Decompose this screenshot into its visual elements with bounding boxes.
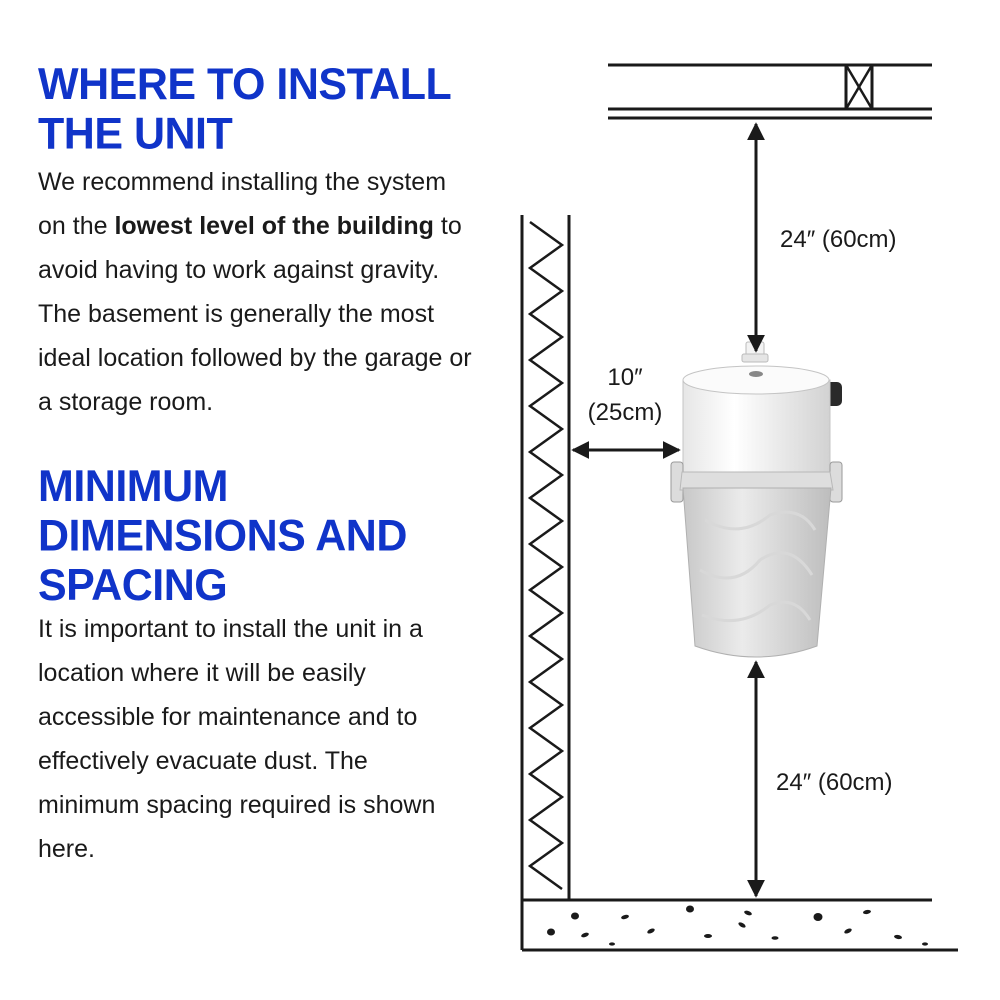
bottom-clearance-label: 24″ (60cm)	[776, 769, 893, 796]
top-clearance-label: 24″ (60cm)	[780, 226, 897, 253]
emphasis-text: lowest level of the building	[114, 212, 434, 240]
ceiling-joist	[846, 65, 872, 109]
side-clearance-cm-label: (25cm)	[587, 399, 663, 426]
heading-line: WHERE TO INSTALL	[38, 60, 452, 110]
side-clearance-inches-label: 10″	[607, 364, 643, 391]
wall-insulation	[530, 222, 562, 889]
floor	[522, 900, 958, 950]
paragraph-text: to avoid having to work against gravity. The basement is generally the most ideal location followed by the garage or a storage room.	[38, 212, 472, 416]
floor-aggregate	[547, 906, 928, 946]
ceiling	[608, 65, 932, 118]
central-vacuum-unit	[671, 342, 842, 657]
wall	[522, 215, 569, 900]
heading-line: DIMENSIONS AND	[38, 511, 407, 561]
heading-line: THE UNIT	[38, 109, 233, 159]
heading-line: MINIMUM	[38, 462, 228, 512]
paragraph-text: We recommend installing the system on the	[38, 168, 447, 240]
spacing-paragraph: It is important to install the unit in a location where it will be easily accessible for maintenance and to effectively evacuate dust. The minimum spacing required is shown here.	[38, 615, 436, 863]
heading-line: SPACING	[38, 560, 228, 611]
